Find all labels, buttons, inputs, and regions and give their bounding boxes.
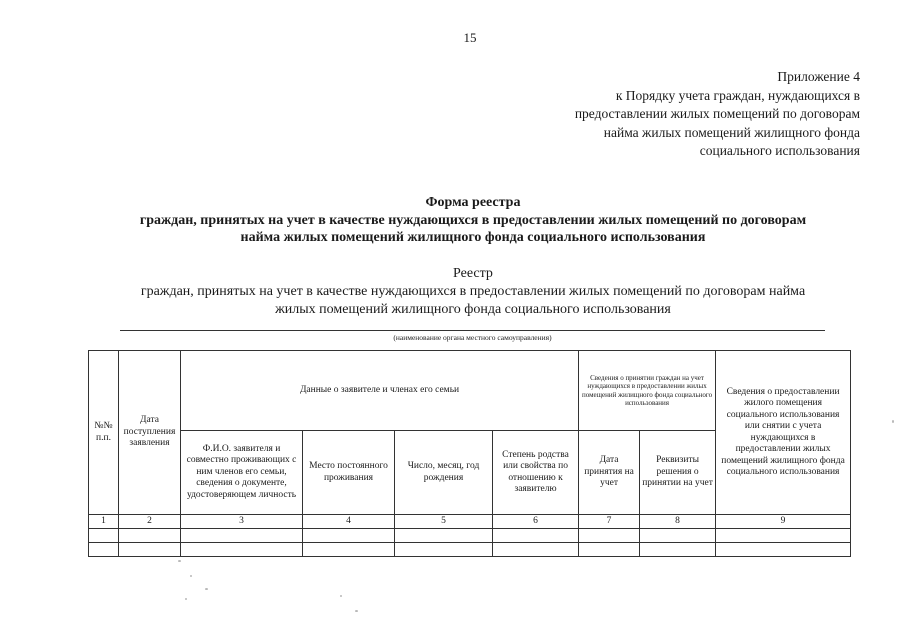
header-col-date: Дата поступления заявления (119, 351, 181, 515)
appendix-line: найма жилых помещений жилищного фонда (603, 124, 860, 140)
table-cell[interactable] (181, 543, 303, 557)
form-title-line: граждан, принятых на учет в качестве нуждающихся в предоставлении жилых помещений по договорам (139, 212, 807, 228)
registry-title-line: граждан, принятых на учет в качестве нуждающихся в предоставлении жилых помещений по договорам найма (140, 284, 806, 299)
registry-title (60, 265, 886, 319)
column-number-row (89, 515, 851, 529)
scan-speck (205, 588, 208, 590)
column-number: 4 (303, 515, 395, 529)
table-cell[interactable] (119, 529, 181, 543)
table-row (89, 529, 851, 543)
table-cell[interactable] (493, 529, 579, 543)
table-cell[interactable] (119, 543, 181, 557)
form-title-line: найма жилых помещений жилищного фонда социального использования (240, 230, 706, 245)
table-cell[interactable] (579, 543, 640, 557)
table-cell[interactable] (181, 529, 303, 543)
org-name-field-line (120, 330, 825, 331)
header-group-applicant: Данные о заявителе и членах его семьи (181, 351, 579, 431)
table-cell[interactable] (303, 529, 395, 543)
registry-title-line: жилых помещений жилищного фонда социального использования (275, 302, 671, 317)
table-cell[interactable] (303, 543, 395, 557)
header-col-birth: Число, месяц, год рождения (395, 431, 493, 515)
column-number: 8 (640, 515, 716, 529)
table-cell[interactable] (395, 543, 493, 557)
column-number: 3 (181, 515, 303, 529)
table-cell[interactable] (493, 543, 579, 557)
table-cell[interactable] (89, 529, 119, 543)
header-col-residence: Место постоянного проживания (303, 431, 395, 515)
scan-speck (190, 575, 192, 577)
appendix-line: предоставлении жилых помещений по договорам (574, 106, 860, 122)
column-number: 2 (119, 515, 181, 529)
page-number: 15 (463, 30, 477, 45)
scan-speck (340, 595, 342, 597)
registry-title-line: Реестр (453, 266, 493, 281)
appendix-line: Приложение 4 (777, 69, 860, 84)
form-title-line: Форма реестра (425, 195, 521, 210)
registry-table (88, 350, 851, 557)
table-cell[interactable] (579, 529, 640, 543)
scan-speck (892, 420, 894, 423)
table-cell[interactable] (89, 543, 119, 557)
header-col-number: №№ п.п. (89, 351, 119, 515)
header-col-fio: Ф.И.О. заявителя и совместно проживающих с ним членов его семьи, сведения о документе, удостоверяющем личность (181, 431, 303, 515)
table-header-row (89, 351, 851, 431)
table-cell[interactable] (640, 529, 716, 543)
header-col-accept-date: Дата принятия на учет (579, 431, 640, 515)
header-col-decision: Реквизиты решения о принятии на учет (640, 431, 716, 515)
table-row (89, 543, 851, 557)
column-number: 7 (579, 515, 640, 529)
form-title (60, 194, 886, 247)
column-number: 6 (493, 515, 579, 529)
appendix-header (500, 68, 860, 161)
scan-speck (178, 560, 181, 562)
header-col-provision: Сведения о предоставлении жилого помещения социального использования или снятии с учета нуждающихся в предоставлении жилых помещений жилищного фонда социального использования (716, 351, 851, 515)
table-cell[interactable] (716, 529, 851, 543)
column-number: 9 (716, 515, 851, 529)
scan-speck (355, 610, 358, 612)
column-number: 5 (395, 515, 493, 529)
header-col-relation: Степень родства или свойства по отношению к заявителю (493, 431, 579, 515)
header-group-acceptance: Сведения о принятии граждан на учет нуждающихся в предоставлении жилых помещений жилищного фонда социального использования (579, 351, 716, 431)
table-cell[interactable] (640, 543, 716, 557)
table-cell[interactable] (395, 529, 493, 543)
appendix-line: социального использования (699, 143, 860, 159)
scan-speck (185, 598, 187, 600)
table-cell[interactable] (716, 543, 851, 557)
org-name-caption: (наименование органа местного самоуправления) (393, 333, 552, 342)
column-number: 1 (89, 515, 119, 529)
appendix-line: к Порядку учета граждан, нуждающихся в (615, 87, 860, 103)
